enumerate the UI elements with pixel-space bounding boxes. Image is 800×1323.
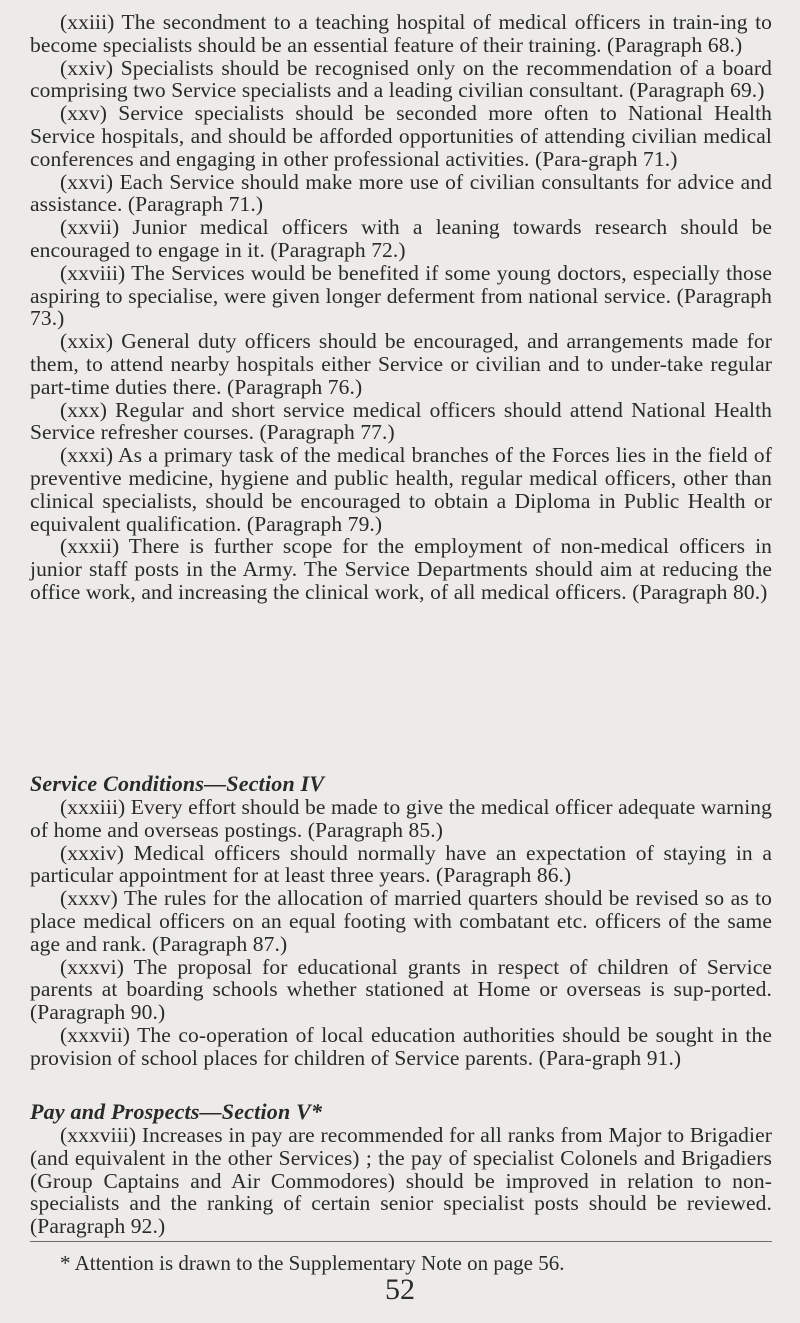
paragraph-xxxv: (xxxv) The rules for the allocation of married quarters should be revised so as to place medical officers on an equal footing with combatant etc. officers of the same age and rank. (Paragraph 87.) bbox=[30, 886, 772, 956]
paragraph-xxxviii: (xxxviii) Increases in pay are recommended for all ranks from Major to Brigadier (and equivalent in the other Services) ; the pay of specialist Colonels and Brigadiers (Group Captains and Air Commodores) should be improved in relation to non-specialists and the ranking of certain senior specialist posts should be reviewed. (Paragraph 92.) bbox=[30, 1123, 772, 1239]
paragraph-xxxvii: (xxxvii) The co-operation of local education authorities should be sought in the provision of school places for children of Service parents. (Para-graph 91.) bbox=[30, 1022, 772, 1070]
paragraph-xxviii: (xxviii) The Services would be benefited if some young doctors, especially those aspiring to specialise, were given longer deferment from national service. (Paragraph 73.) bbox=[30, 260, 772, 331]
recommendations-section-iii bbox=[30, 11, 772, 604]
paragraph-xxv: (xxv) Service specialists should be seconded more often to National Health Service hospitals, and should be afforded opportunities of attending civilian medical conferences and engaging in other professional activities. (Para-graph 71.) bbox=[30, 101, 772, 171]
page-number: 52 bbox=[385, 1273, 415, 1306]
paragraph-xxxii: (xxxii) There is further scope for the employment of non-medical officers in junior staff posts in the Army. The Service Departments should aim at reducing the office work, and increasing the clinical work, of all medical officers. (Paragraph 80.) bbox=[30, 534, 772, 604]
paragraph-xxiv: (xxiv) Specialists should be recognised only on the recommendation of a board comprising two Service specialists and a leading civilian consultant. (Paragraph 69.) bbox=[30, 55, 772, 103]
paragraph-xxxi: (xxxi) As a primary task of the medical branches of the Forces lies in the field of preventive medicine, hygiene and public health, regular medical officers, other than clinical specialists, should be encouraged to obtain a Diploma in Public Health or equivalent qualification. (Paragraph 79.) bbox=[30, 443, 772, 536]
paragraph-xxix: (xxix) General duty officers should be encouraged, and arrangements made for them, to attend nearby hospitals either Service or civilian and to under-take regular part-time duties there. (Paragraph 76.) bbox=[30, 329, 772, 399]
paragraph-xxvi: (xxvi) Each Service should make more use of civilian consultants for advice and assistance. (Paragraph 71.) bbox=[30, 169, 772, 217]
paragraph-xxxiii: (xxxiii) Every effort should be made to give the medical officer adequate warning of home and overseas postings. (Paragraph 85.) bbox=[30, 795, 772, 842]
section-heading-service-conditions: Service Conditions—Section IV bbox=[30, 771, 325, 796]
service-conditions-section bbox=[30, 772, 772, 1070]
section-heading-pay-prospects: Pay and Prospects—Section V* bbox=[30, 1099, 323, 1124]
paragraph-xxx: (xxx) Regular and short service medical officers should attend National Health Service refresher courses. (Paragraph 77.) bbox=[30, 397, 772, 445]
paragraph-xxvii: (xxvii) Junior medical officers with a leaning towards research should be encouraged to engage in it. (Paragraph 72.) bbox=[30, 215, 772, 262]
paragraph-xxxvi: (xxxvi) The proposal for educational grants in respect of children of Service parents at boarding schools whether stationed at Home or overseas is sup-ported. (Paragraph 90.) bbox=[30, 954, 772, 1025]
footnote: * Attention is drawn to the Supplementary Note on page 56. bbox=[60, 1251, 565, 1275]
paragraph-xxiii: (xxiii) The secondment to a teaching hospital of medical officers in train-ing to become specialists should be an essential feature of their training. (Paragraph 68.) bbox=[30, 10, 772, 57]
pay-prospects-section bbox=[30, 1100, 772, 1238]
footnote-divider bbox=[30, 1241, 772, 1242]
paragraph-xxxiv: (xxxiv) Medical officers should normally have an expectation of staying in a particular appointment for at least three years. (Paragraph 86.) bbox=[30, 840, 772, 888]
